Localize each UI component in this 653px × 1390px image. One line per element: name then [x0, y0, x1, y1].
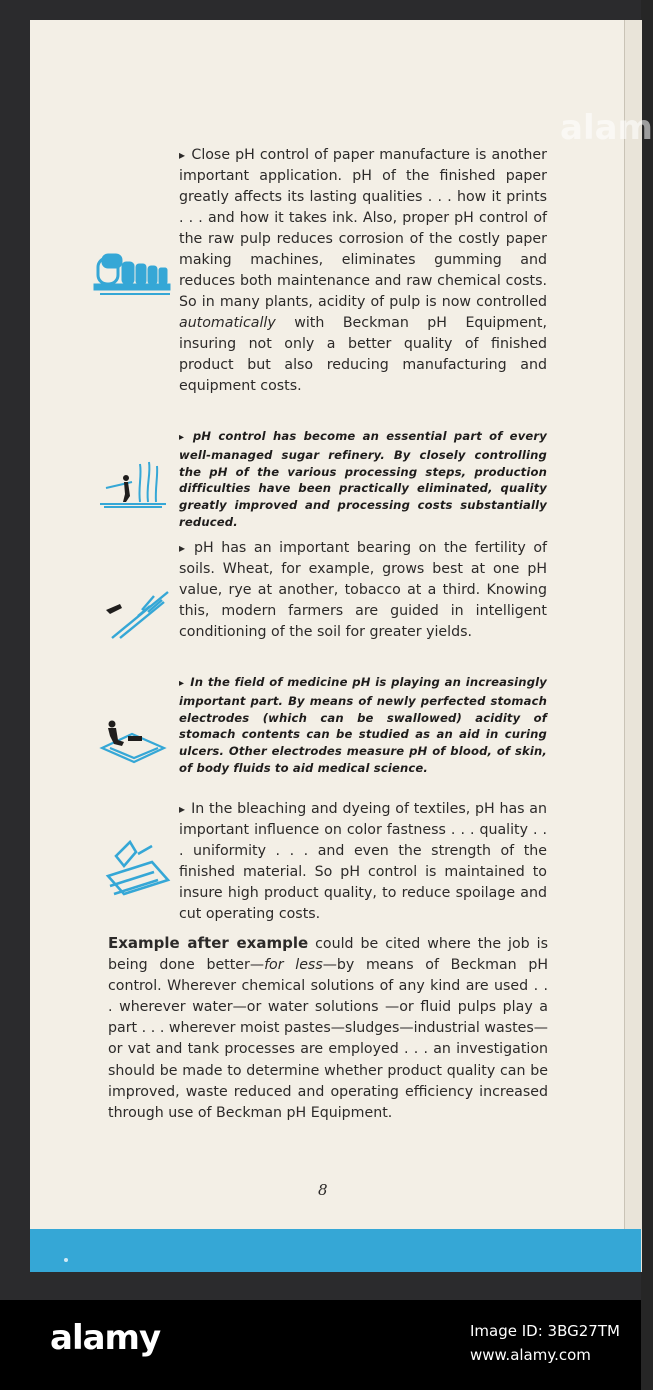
watermark-logo: alamy	[50, 1318, 161, 1358]
sugar-refinery-worker-icon	[98, 458, 168, 510]
triangle-bullet: ▸	[179, 148, 190, 162]
next-page-edge	[624, 20, 642, 1272]
paragraph-text: could be cited where the job is being done better—	[108, 936, 548, 974]
triangle-bullet: ▸	[179, 802, 190, 816]
footer-dot	[64, 1258, 68, 1262]
triangle-bullet: ▸	[179, 541, 192, 555]
paragraph-text: In the bleaching and dyeing of textiles, pH has an important influence on color fastness . . . quality . . . uniformity . . . and even the strength of the finished material. So pH control is maintained to insure high product quality, to reduce spoilage and cut operating costs.	[179, 801, 547, 922]
paragraph-text: pH has an important bearing on the fertility of soils. Wheat, for example, grows best at one pH value, rye at another, tobacco at a third. Knowing this, modern farmers are guided in intelligent conditioning of the soil for greater yields.	[179, 540, 548, 640]
watermark-overlay: alam	[560, 108, 653, 148]
wheat-sheaf-icon	[102, 586, 174, 642]
triangle-bullet: ▸	[179, 678, 189, 689]
page-footer-band	[30, 1229, 641, 1272]
paragraph-sugar-refinery	[179, 428, 547, 531]
page-number: 8	[318, 1181, 328, 1199]
triangle-bullet: ▸	[179, 432, 191, 443]
textile-fabric-icon	[102, 836, 172, 902]
watermark-image-id: Image ID: 3BG27TM	[470, 1322, 620, 1340]
paragraph-medicine	[179, 674, 547, 777]
paragraph-text: —by means of Beckman pH control. Wherever chemical solutions of any kind are used . . . wherever water—or water solutions —or fluid pulps play a part . . . wherever moist pastes—sludges—industrial wastes—or vat and tank processes are employed . . . an investigation should be made to determine whether product quality can be improved, waste reduced and operating efficiency increased through use of Beckman pH Equipment.	[108, 957, 548, 1121]
lead-phrase: Example after example	[108, 934, 309, 952]
paragraph-emphasis: for less	[264, 957, 323, 974]
paragraph-emphasis: automatically	[179, 315, 276, 331]
paragraph-soil-fertility	[179, 538, 547, 643]
medicine-patient-icon	[98, 714, 168, 764]
paragraph-textiles	[179, 799, 547, 925]
paragraph-paper-manufacture	[179, 145, 547, 397]
paper-machine-icon	[92, 244, 172, 296]
paragraph-text: pH control has become an essential part of every well-managed sugar refinery. By closely controlling the pH of the various processing steps, production difficulties have been practically eliminated, quality greatly improved and processing costs substantially reduced.	[179, 429, 547, 529]
paragraph-example-after-example	[108, 933, 548, 1124]
paragraph-text: In the field of medicine pH is playing an increasingly important part. By means of newly perfected stomach electrodes (which can be swallowed) acidity of stomach contents can be studied as an aid in curing ulcers. Other electrodes measure pH of blood, of skin, of body fluids to aid medical science.	[179, 675, 547, 775]
paragraph-text: Close pH control of paper manufacture is another important application. pH of the finished paper greatly affects its lasting qualities . . . how it prints . . . and how it takes ink. Also, proper pH control of the raw pulp reduces corrosion of the costly paper making machines, eliminates gumming and reduces both maintenance and raw chemical costs. So in many plants, acidity of pulp is now controlled	[179, 147, 547, 310]
watermark-url: www.alamy.com	[470, 1346, 591, 1364]
paragraph-text: with Beckman pH Equipment, insuring not only a better quality of finished product but also reducing manufacturing and equipment costs.	[179, 315, 547, 394]
